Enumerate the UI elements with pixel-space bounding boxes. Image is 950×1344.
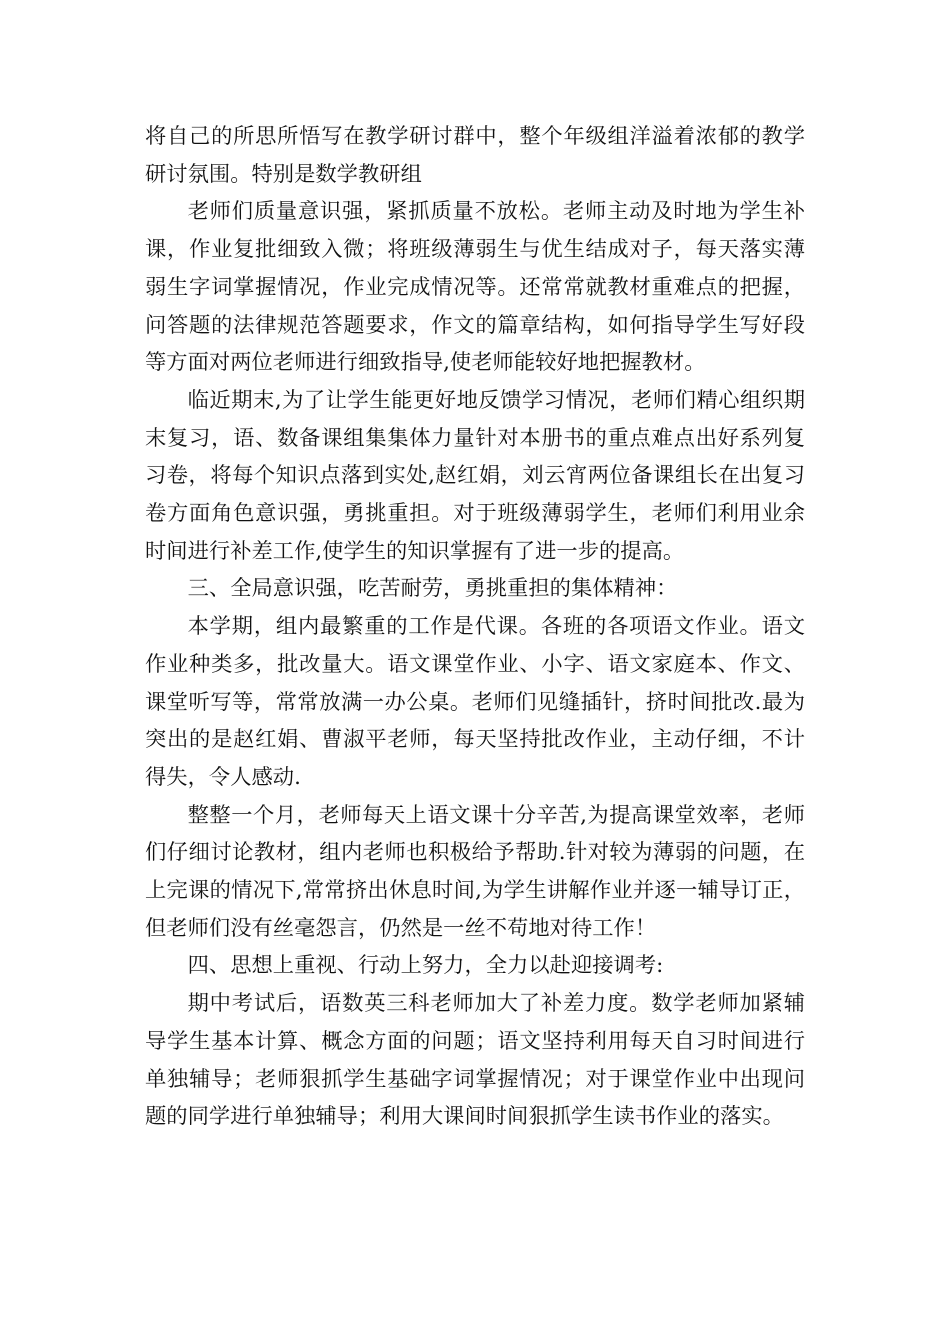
paragraph-2: 老师们质量意识强，紧抓质量不放松。老师主动及时地为学生补课，作业复批细致入微；将班级薄弱生与优生结成对子，每天落实薄弱生字词掌握情况，作业完成情况等。还常常就教材重难点的把握，问答题的法律规范答题要求，作文的篇章结构，如何指导学生写好段等方面对两位老师进行细致指导,使老师能较好地把握教材。	[145, 199, 805, 376]
document-body	[145, 118, 805, 1136]
paragraph-1: 将自己的所思所悟写在教学研讨群中，整个年级组洋溢着浓郁的教学研讨氛围。特别是数学教研组	[145, 124, 805, 187]
paragraph-3: 临近期末,为了让学生能更好地反馈学习情况，老师们精心组织期末复习，语、数备课组集集体力量针对本册书的重点难点出好系列复习卷，将每个知识点落到实处,赵红娟，刘云宵两位备课组长在出复习卷方面角色意识强，勇挑重担。对于班级薄弱学生，老师们利用业余时间进行补差工作,使学生的知识掌握有了进一步的提高。	[145, 387, 805, 564]
section-heading-3: 三、全局意识强，吃苦耐劳，勇挑重担的集体精神：	[187, 576, 678, 602]
section-heading-4: 四、思想上重视、行动上努力，全力以赴迎接调考:	[187, 953, 664, 979]
paragraph-6: 整整一个月，老师每天上语文课十分辛苦,为提高课堂效率，老师们仔细讨论教材，组内老师也积极给予帮助.针对较为薄弱的问题，在上完课的情况下,常常挤出休息时间,为学生讲解作业并逐一辅导订正，但老师们没有丝毫怨言，仍然是一丝不苟地对待工作！	[145, 802, 805, 941]
paragraph-5: 本学期，组内最繁重的工作是代课。各班的各项语文作业。语文作业种类多，批改量大。语文课堂作业、小字、语文家庭本、作文、课堂听写等，常常放满一办公桌。老师们见缝插针，挤时间批改.最为突出的是赵红娟、曹淑平老师，每天坚持批改作业，主动仔细，不计得失，令人感动.	[145, 614, 805, 790]
paragraph-8: 期中考试后，语数英三科老师加大了补差力度。数学老师加紧辅导学生基本计算、概念方面的问题；语文坚持利用每天自习时间进行单独辅导；老师狠抓学生基础字词掌握情况；对于课堂作业中出现问题的同学进行单独辅导；利用大课间时间狠抓学生读书作业的落实。	[145, 991, 805, 1130]
